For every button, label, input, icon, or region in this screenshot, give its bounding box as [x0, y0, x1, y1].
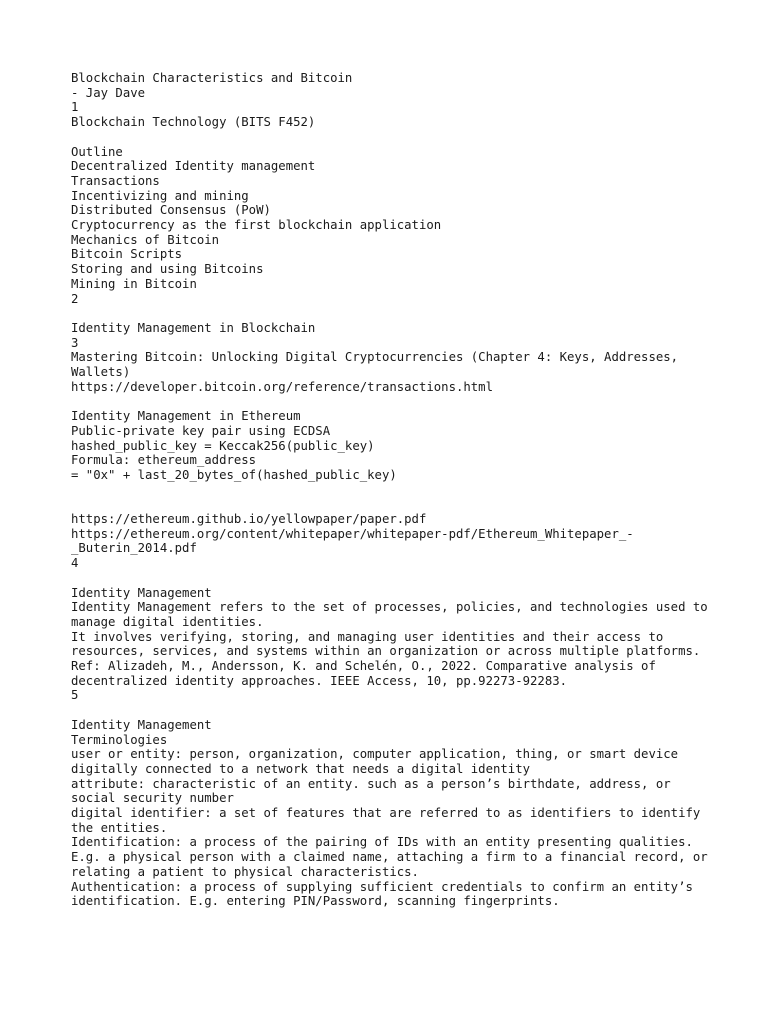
spacer	[71, 571, 711, 586]
doc-title: Blockchain Characteristics and Bitcoin	[71, 71, 353, 85]
spacer	[71, 483, 711, 512]
outline-item: Cryptocurrency as the first blockchain application	[71, 218, 442, 233]
outline-item: Distributed Consensus (PoW)	[71, 203, 271, 218]
outline-item: Incentivizing and mining	[71, 188, 249, 203]
outline-item: Mining in Bitcoin	[71, 276, 197, 291]
page-number: 5	[71, 688, 79, 703]
body-line: = "0x" + last_20_bytes_of(hashed_public_key)	[71, 467, 397, 482]
term-definition: Identification: a process of the pairing of IDs with an entity presenting qualities. E.g. a physical person with a claimed name, attaching a firm to a financial record, or relating a patient to physical characteristics.	[71, 835, 716, 879]
reference-text: Ref: Alizadeh, M., Andersson, K. and Schelén, O., 2022. Comparative analysis of decentralized identity approaches. IEEE Access, 10, pp.92273-92283.	[71, 659, 664, 688]
section-subheading: Terminologies	[71, 732, 168, 747]
section-heading: Identity Management in Blockchain	[71, 320, 316, 335]
body-paragraph: Identity Management refers to the set of processes, policies, and technologies used to manage digital identities.	[71, 600, 716, 629]
outline-item: Transactions	[71, 173, 160, 188]
body-paragraph: It involves verifying, storing, and managing user identities and their access to resources, services, and systems within an organization or across multiple platforms.	[71, 629, 701, 659]
term-definition: Authentication: a process of supplying sufficient credentials to confirm an entity’s identification. E.g. entering PIN/Password, scanning fingerprints.	[71, 879, 701, 909]
reference-link: https://ethereum.github.io/yellowpaper/paper.pdf	[71, 512, 427, 527]
course-name: Blockchain Technology (BITS F452)	[71, 115, 316, 130]
spacer	[71, 130, 711, 145]
outline-item: Decentralized Identity management	[71, 159, 316, 174]
term-definition: attribute: characteristic of an entity. such as a person’s birthdate, address, or social security number	[71, 776, 679, 806]
body-line: Formula: ethereum_address	[71, 453, 257, 468]
reference-link: https://ethereum.org/content/whitepaper/whitepaper-pdf/Ethereum_Whitepaper_-_Buterin_2014.pdf	[71, 526, 634, 556]
spacer	[71, 394, 711, 409]
page-number: 3	[71, 335, 79, 350]
spacer	[71, 703, 711, 718]
doc-author: - Jay Dave	[71, 85, 146, 100]
outline-item: Mechanics of Bitcoin	[71, 232, 220, 247]
reference-text: Mastering Bitcoin: Unlocking Digital Cryptocurrencies (Chapter 4: Keys, Addresses, Wallets)	[71, 350, 686, 380]
spacer	[71, 306, 711, 321]
document-page	[71, 71, 716, 909]
body-line: hashed_public_key = Keccak256(public_key)	[71, 438, 375, 453]
section-heading: Identity Management	[71, 585, 212, 600]
page-number: 1	[71, 100, 79, 115]
term-definition: digital identifier: a set of features that are referred to as identifiers to identify the entities.	[71, 806, 708, 835]
section-heading: Identity Management	[71, 717, 212, 732]
page-number: 2	[71, 291, 79, 306]
outline-item: Storing and using Bitcoins	[71, 262, 264, 277]
body-line: Public-private key pair using ECDSA	[71, 423, 331, 438]
section-heading: Outline	[71, 144, 123, 159]
page-number: 4	[71, 556, 79, 571]
reference-link: https://developer.bitcoin.org/reference/transactions.html	[71, 379, 493, 394]
section-heading: Identity Management in Ethereum	[71, 409, 301, 424]
term-definition: user or entity: person, organization, computer application, thing, or smart device digitally connected to a network that needs a digital identity	[71, 747, 686, 776]
outline-item: Bitcoin Scripts	[71, 247, 183, 262]
